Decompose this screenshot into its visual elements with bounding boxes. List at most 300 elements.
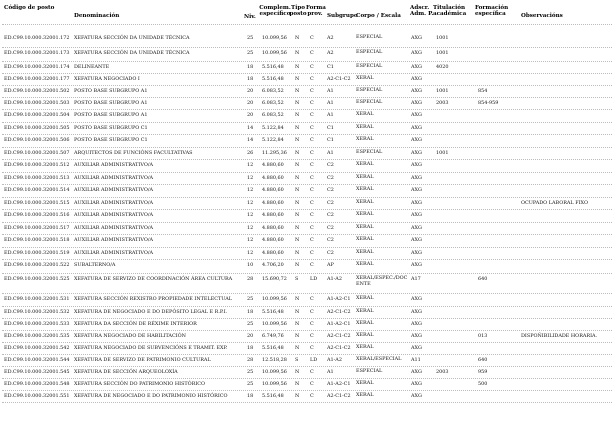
cell-adscr: A17: [411, 276, 421, 282]
cell-codigo: ED.C99.10.000.32001.505: [4, 125, 70, 131]
cell-corpo: ESPECIAL: [356, 49, 383, 55]
cell-denominacion: AUXILIAR ADMINISTRATIVO/A: [74, 162, 154, 168]
cell-formacion: 959: [478, 369, 488, 375]
cell-subgrupo: C2: [327, 162, 334, 168]
cell-denominacion: AUXILIAR ADMINISTRATIVO/A: [74, 187, 154, 193]
table-row: [0, 262, 614, 273]
cell-subgrupo: C1: [327, 125, 334, 131]
cell-forma: C: [310, 35, 314, 41]
cell-tipo: N: [295, 225, 300, 231]
cell-subgrupo: A1-A2-C1: [327, 296, 351, 302]
cell-adscr: AXG: [411, 381, 422, 387]
header-complemento: Complem. específico: [259, 5, 291, 18]
cell-denominacion: AUXILIAR ADMINISTRATIVO/A: [74, 225, 154, 231]
cell-subgrupo: C2: [327, 187, 334, 193]
cell-forma: C: [310, 175, 314, 181]
row-divider: [2, 147, 612, 148]
cell-subgrupo: A2: [327, 50, 334, 56]
cell-corpo: ESPECIAL: [356, 87, 383, 93]
cell-subgrupo: A1-A2-C1: [327, 381, 351, 387]
cell-niv: 18: [247, 345, 254, 351]
cell-forma: C: [310, 333, 314, 339]
cell-denominacion: POSTO BASE SUBGRUPO A1: [74, 88, 148, 94]
cell-corpo: ESPECIAL: [356, 34, 383, 40]
cell-complemento: 5.122,84: [262, 125, 284, 131]
cell-niv: 20: [247, 100, 254, 106]
cell-complemento: 4.880,60: [262, 187, 284, 193]
cell-corpo: XERAL: [356, 186, 374, 192]
cell-codigo: ED.C99.10.000.32001.535: [4, 333, 70, 339]
cell-adscr: AXG: [411, 250, 422, 256]
cell-corpo: XERAL: [356, 174, 374, 180]
cell-niv: 12: [247, 175, 254, 181]
cell-complemento: 4.880,60: [262, 225, 284, 231]
cell-adscr: AXG: [411, 187, 422, 193]
cell-niv: 20: [247, 112, 254, 118]
cell-corpo: XERAL/ESPECIAL: [356, 356, 402, 362]
cell-complemento: 10.099,56: [262, 321, 287, 327]
row-divider: [2, 197, 612, 198]
cell-adscr: AXG: [411, 393, 422, 399]
cell-corpo: XERAL: [356, 261, 374, 267]
header-formacion: Formación específica: [475, 5, 509, 18]
cell-subgrupo: A1: [327, 88, 334, 94]
cell-codigo: ED.C99.10.000.32001.504: [4, 112, 70, 118]
cell-complemento: 10.099,56: [262, 50, 287, 56]
cell-denominacion: ARQUITECTOS DE FUNCIÓNS FACULTATIVAS: [74, 150, 193, 156]
cell-tipo: N: [295, 64, 300, 70]
row-divider: [2, 390, 612, 391]
cell-denominacion: XEFATURA DE NEGOCIADO E DO DEPÓSITO LEGAL E R.P.I.: [74, 309, 228, 315]
cell-complemento: 11.295,36: [262, 150, 287, 156]
header-corpo: Corpo / Escala: [356, 13, 401, 19]
cell-niv: 25: [247, 369, 254, 375]
cell-adscr: AXG: [411, 296, 422, 302]
cell-denominacion: XEFATURA DE SERVIZO DE PATRIMONIO CULTURAL: [74, 357, 211, 363]
cell-subgrupo: A2-C1-C2: [327, 309, 351, 315]
cell-codigo: ED.C99.10.000.32001.531: [4, 296, 70, 302]
cell-denominacion: AUXILIAR ADMINISTRATIVO/A: [74, 175, 154, 181]
cell-niv: 12: [247, 200, 254, 206]
cell-observaciones: OCUPADO LABORAL FIXO: [521, 200, 588, 206]
cell-adscr: AXG: [411, 309, 422, 315]
cell-codigo: ED.C99.10.000.32001.173: [4, 50, 70, 56]
cell-niv: 25: [247, 50, 254, 56]
cell-corpo: ESPECIAL: [356, 63, 383, 69]
cell-codigo: ED.C99.10.000.32001.551: [4, 393, 70, 399]
cell-titulacion: 1001: [436, 35, 449, 41]
row-divider: [2, 366, 612, 367]
cell-forma: C: [310, 225, 314, 231]
cell-adscr: AXG: [411, 137, 422, 143]
cell-corpo: XERAL/ESPEC./DOC ENTE: [356, 275, 408, 287]
cell-formacion: 854: [478, 88, 488, 94]
cell-niv: 25: [247, 296, 254, 302]
row-divider: [2, 47, 612, 48]
cell-titulacion: 1001: [436, 88, 449, 94]
cell-forma: C: [310, 321, 314, 327]
cell-subgrupo: A1-A2-C1: [327, 321, 351, 327]
cell-codigo: ED.C99.10.000.32001.545: [4, 369, 70, 375]
row-divider: [2, 85, 612, 86]
cell-forma: C: [310, 162, 314, 168]
cell-subgrupo: A2-C1-C2: [327, 345, 351, 351]
cell-corpo: ESPECIAL: [356, 149, 383, 155]
cell-tipo: S: [295, 276, 299, 282]
cell-adscr: AXG: [411, 345, 422, 351]
cell-tipo: N: [295, 212, 300, 218]
row-divider: [2, 61, 612, 62]
cell-denominacion: POSTO BASE SUBGRUPO A1: [74, 100, 148, 106]
cell-titulacion: 4020: [436, 64, 449, 70]
cell-tipo: N: [295, 250, 300, 256]
cell-tipo: N: [295, 187, 300, 193]
cell-forma: C: [310, 309, 314, 315]
cell-corpo: XERAL: [356, 320, 374, 326]
cell-subgrupo: A1: [327, 112, 334, 118]
cell-tipo: N: [295, 200, 300, 206]
cell-complemento: 5.516,48: [262, 76, 284, 82]
cell-corpo: XERAL: [356, 224, 374, 230]
cell-forma: C: [310, 64, 314, 70]
cell-forma: C: [310, 212, 314, 218]
cell-tipo: N: [295, 76, 300, 82]
row-divider: [2, 342, 612, 343]
cell-subgrupo: C2: [327, 200, 334, 206]
cell-complemento: 12.518,28: [262, 357, 287, 363]
cell-codigo: ED.C99.10.000.32001.518: [4, 237, 70, 243]
cell-forma: C: [310, 137, 314, 143]
cell-tipo: N: [295, 112, 300, 118]
cell-denominacion: XEFATURA SECCIÓN DO PATRIMONIO HISTÓRICO: [74, 381, 206, 387]
cell-adscr: AXG: [411, 262, 422, 268]
cell-titulacion: 2003: [436, 100, 449, 106]
cell-niv: 25: [247, 381, 254, 387]
cell-tipo: N: [295, 333, 300, 339]
cell-complemento: 5.516,48: [262, 393, 284, 399]
cell-complemento: 4.880,60: [262, 162, 284, 168]
cell-denominacion: XEFATURA SECCIÓN DA UNIDADE TÉCNICA: [74, 35, 190, 41]
cell-forma: LD: [310, 357, 318, 363]
cell-adscr: AXG: [411, 162, 422, 168]
cell-codigo: ED.C99.10.000.32001.522: [4, 262, 70, 268]
cell-subgrupo: C1: [327, 137, 334, 143]
cell-tipo: N: [295, 100, 300, 106]
cell-complemento: 10.099,56: [262, 296, 287, 302]
cell-subgrupo: C2: [327, 225, 334, 231]
cell-corpo: XERAL: [356, 392, 374, 398]
cell-denominacion: XEFATURA SECCIÓN DA UNIDADE TÉCNICA: [74, 50, 190, 56]
cell-forma: C: [310, 262, 314, 268]
cell-denominacion: XEFATURA DA SECCIÓN DE RÉXIME INTERIOR: [74, 321, 197, 327]
table-row: [0, 50, 614, 61]
header-subgrupo: Subgrupo: [327, 13, 358, 19]
cell-forma: C: [310, 200, 314, 206]
cell-titulacion: 1001: [436, 50, 449, 56]
cell-codigo: ED.C99.10.000.32001.177: [4, 76, 70, 82]
cell-subgrupo: A2-C1-C2: [327, 76, 351, 82]
cell-titulacion: 2003: [436, 369, 449, 375]
cell-niv: 25: [247, 35, 254, 41]
header-denominacion: Denominación: [74, 13, 120, 19]
row-divider: [2, 234, 612, 235]
cell-niv: 10: [247, 262, 254, 268]
cell-corpo: XERAL: [356, 344, 374, 350]
row-divider: [2, 318, 612, 319]
cell-corpo: XERAL: [356, 161, 374, 167]
cell-adscr: AXG: [411, 88, 422, 94]
cell-codigo: ED.C99.10.000.32001.507: [4, 150, 70, 156]
cell-denominacion: XEFATURA DE NEGOCIADO E DO PATRIMONIO HISTÓRICO: [74, 393, 228, 399]
cell-subgrupo: A1: [327, 100, 334, 106]
cell-codigo: ED.C99.10.000.32001.502: [4, 88, 70, 94]
cell-codigo: ED.C99.10.000.32001.516: [4, 212, 70, 218]
row-divider: [2, 378, 612, 379]
row-divider: [2, 402, 612, 403]
cell-denominacion: AUXILIAR ADMINISTRATIVO/A: [74, 250, 154, 256]
cell-subgrupo: A1-A2: [327, 276, 342, 282]
cell-niv: 18: [247, 393, 254, 399]
cell-corpo: XERAL: [356, 75, 374, 81]
cell-codigo: ED.C99.10.000.32001.513: [4, 175, 70, 181]
header-adscr: Adscr. Adm. P.: [410, 5, 434, 18]
cell-tipo: N: [295, 262, 300, 268]
row-divider: [2, 273, 612, 274]
cell-formacion: 500: [478, 381, 488, 387]
cell-forma: C: [310, 125, 314, 131]
cell-complemento: 4.880,60: [262, 175, 284, 181]
row-divider: [2, 306, 612, 307]
cell-denominacion: XEFATURA NEGOCIADO DE HABILITACIÓN: [74, 333, 186, 339]
cell-corpo: XERAL: [356, 380, 374, 386]
cell-niv: 12: [247, 237, 254, 243]
cell-forma: C: [310, 112, 314, 118]
cell-codigo: ED.C99.10.000.32001.544: [4, 357, 70, 363]
cell-niv: 12: [247, 212, 254, 218]
cell-niv: 28: [247, 357, 254, 363]
cell-forma: C: [310, 393, 314, 399]
cell-formacion: 854-959: [478, 100, 499, 106]
cell-tipo: N: [295, 150, 300, 156]
cell-adscr: AXG: [411, 100, 422, 106]
cell-tipo: S: [295, 357, 299, 363]
cell-forma: C: [310, 250, 314, 256]
cell-codigo: ED.C99.10.000.32001.514: [4, 187, 70, 193]
cell-codigo: ED.C99.10.000.32001.174: [4, 64, 70, 70]
cell-subgrupo: C2: [327, 250, 334, 256]
header-tipo: Tipo posto: [289, 5, 307, 18]
row-divider: [2, 122, 612, 123]
cell-adscr: AXG: [411, 321, 422, 327]
cell-adscr: AXG: [411, 212, 422, 218]
cell-denominacion: AUXILIAR ADMINISTRATIVO/A: [74, 200, 154, 206]
cell-subgrupo: A1: [327, 369, 334, 375]
row-divider: [2, 354, 612, 355]
cell-forma: C: [310, 100, 314, 106]
row-divider: [2, 247, 612, 248]
cell-codigo: ED.C99.10.000.32001.512: [4, 162, 70, 168]
row-divider: [2, 73, 612, 74]
cell-denominacion: AUXILIAR ADMINISTRATIVO/A: [74, 237, 154, 243]
row-divider: [2, 97, 612, 98]
row-divider: [2, 222, 612, 223]
cell-corpo: XERAL: [356, 111, 374, 117]
cell-complemento: 10.099,56: [262, 35, 287, 41]
row-divider: [2, 209, 612, 210]
cell-niv: 25: [247, 321, 254, 327]
cell-complemento: 6.083,52: [262, 112, 284, 118]
cell-codigo: ED.C99.10.000.32001.532: [4, 309, 70, 315]
cell-complemento: 4.880,60: [262, 212, 284, 218]
cell-corpo: XERAL: [356, 199, 374, 205]
cell-codigo: ED.C99.10.000.32001.519: [4, 250, 70, 256]
cell-adscr: AXG: [411, 369, 422, 375]
cell-formacion: 640: [478, 357, 488, 363]
cell-tipo: N: [295, 35, 300, 41]
cell-subgrupo: A2-C1-C2: [327, 333, 351, 339]
cell-codigo: ED.C99.10.000.32001.533: [4, 321, 70, 327]
cell-subgrupo: A1: [327, 150, 334, 156]
cell-complemento: 10.099,56: [262, 381, 287, 387]
cell-denominacion: POSTO BASE SUBGRUPO C1: [74, 125, 148, 131]
header-observaciones: Observacións: [521, 13, 563, 19]
cell-subgrupo: C1: [327, 64, 334, 70]
cell-codigo: ED.C99.10.000.32001.517: [4, 225, 70, 231]
cell-tipo: N: [295, 309, 300, 315]
cell-tipo: N: [295, 237, 300, 243]
cell-niv: 12: [247, 225, 254, 231]
cell-adscr: AXG: [411, 125, 422, 131]
cell-complemento: 4.880,60: [262, 237, 284, 243]
header-codigo: Código de posto: [4, 5, 55, 11]
header-titulacion: Titulación académica: [433, 5, 467, 18]
cell-forma: C: [310, 150, 314, 156]
cell-corpo: XERAL: [356, 332, 374, 338]
cell-adscr: AXG: [411, 237, 422, 243]
cell-forma: C: [310, 187, 314, 193]
cell-adscr: AXG: [411, 150, 422, 156]
cell-tipo: N: [295, 162, 300, 168]
cell-complemento: 4.880,60: [262, 250, 284, 256]
cell-niv: 28: [247, 276, 254, 282]
cell-forma: C: [310, 76, 314, 82]
cell-subgrupo: A2-C1-C2: [327, 393, 351, 399]
cell-denominacion: XEFATURA NEGOCIADO I: [74, 76, 140, 82]
cell-tipo: N: [295, 88, 300, 94]
cell-codigo: ED.C99.10.000.32001.525: [4, 276, 70, 282]
cell-corpo: ESPECIAL: [356, 368, 383, 374]
header-forma: Forma prov.: [306, 5, 326, 18]
cell-niv: 14: [247, 125, 254, 131]
cell-codigo: ED.C99.10.000.32001.515: [4, 200, 70, 206]
cell-codigo: ED.C99.10.000.32001.506: [4, 137, 70, 143]
cell-forma: LD: [310, 276, 318, 282]
cell-adscr: AXG: [411, 200, 422, 206]
cell-subgrupo: C2: [327, 237, 334, 243]
row-divider: [2, 134, 612, 135]
cell-complemento: 6.083,52: [262, 88, 284, 94]
cell-adscr: AXG: [411, 112, 422, 118]
row-divider: [2, 184, 612, 185]
cell-adscr: AXG: [411, 175, 422, 181]
cell-forma: C: [310, 345, 314, 351]
cell-complemento: 5.516,48: [262, 309, 284, 315]
cell-titulacion: 1001: [436, 150, 449, 156]
cell-codigo: ED.C99.10.000.32001.503: [4, 100, 70, 106]
cell-niv: 20: [247, 333, 254, 339]
cell-tipo: N: [295, 321, 300, 327]
row-divider: [2, 259, 612, 260]
cell-denominacion: XEFATURA DE SERVIZO DE COORDINACIÓN ÁREA CULTURA: [74, 276, 233, 282]
cell-forma: C: [310, 88, 314, 94]
cell-tipo: N: [295, 50, 300, 56]
cell-denominacion: XEFATURA DE SECCIÓN ARQUEOLOXÍA: [74, 369, 178, 375]
cell-adscr: AXG: [411, 225, 422, 231]
cell-complemento: 6.083,52: [262, 100, 284, 106]
cell-denominacion: AUXILIAR ADMINISTRATIVO/A: [74, 212, 154, 218]
cell-complemento: 15.690,72: [262, 276, 287, 282]
cell-adscr: AXG: [411, 76, 422, 82]
cell-niv: 12: [247, 162, 254, 168]
cell-tipo: N: [295, 369, 300, 375]
cell-niv: 26: [247, 150, 254, 156]
cell-niv: 20: [247, 88, 254, 94]
cell-corpo: XERAL: [356, 295, 374, 301]
cell-niv: 18: [247, 76, 254, 82]
cell-tipo: N: [295, 393, 300, 399]
cell-tipo: N: [295, 125, 300, 131]
cell-niv: 14: [247, 137, 254, 143]
cell-adscr: AXG: [411, 64, 422, 70]
cell-tipo: N: [295, 345, 300, 351]
cell-complemento: 4.880,60: [262, 200, 284, 206]
row-divider: [2, 172, 612, 173]
cell-corpo: ESPECIAL: [356, 99, 383, 105]
row-divider: [2, 159, 612, 160]
row-divider: [2, 109, 612, 110]
cell-tipo: N: [295, 296, 300, 302]
cell-complemento: 10.099,56: [262, 369, 287, 375]
cell-complemento: 6.749,76: [262, 333, 284, 339]
cell-tipo: N: [295, 137, 300, 143]
cell-forma: C: [310, 369, 314, 375]
cell-forma: C: [310, 296, 314, 302]
cell-denominacion: SUBALTERNO/A: [74, 262, 116, 268]
header-niv: Niv.: [244, 14, 256, 20]
cell-niv: 12: [247, 187, 254, 193]
cell-adscr: AXG: [411, 333, 422, 339]
cell-complemento: 5.516,48: [262, 345, 284, 351]
cell-corpo: XERAL: [356, 136, 374, 142]
row-divider: [2, 330, 612, 331]
cell-tipo: N: [295, 381, 300, 387]
cell-formacion: 640: [478, 276, 488, 282]
cell-corpo: XERAL: [356, 211, 374, 217]
cell-adscr: AXG: [411, 50, 422, 56]
cell-adscr: AXG: [411, 35, 422, 41]
cell-corpo: XERAL: [356, 124, 374, 130]
cell-complemento: 5.516,48: [262, 64, 284, 70]
cell-corpo: XERAL: [356, 236, 374, 242]
cell-denominacion: DELINEANTE: [74, 64, 110, 70]
cell-denominacion: POSTO BASE SUBGRUPO C1: [74, 137, 148, 143]
cell-forma: C: [310, 50, 314, 56]
table-row: [0, 35, 614, 46]
cell-corpo: XERAL: [356, 249, 374, 255]
cell-complemento: 5.122,84: [262, 137, 284, 143]
cell-subgrupo: C2: [327, 175, 334, 181]
cell-tipo: N: [295, 175, 300, 181]
